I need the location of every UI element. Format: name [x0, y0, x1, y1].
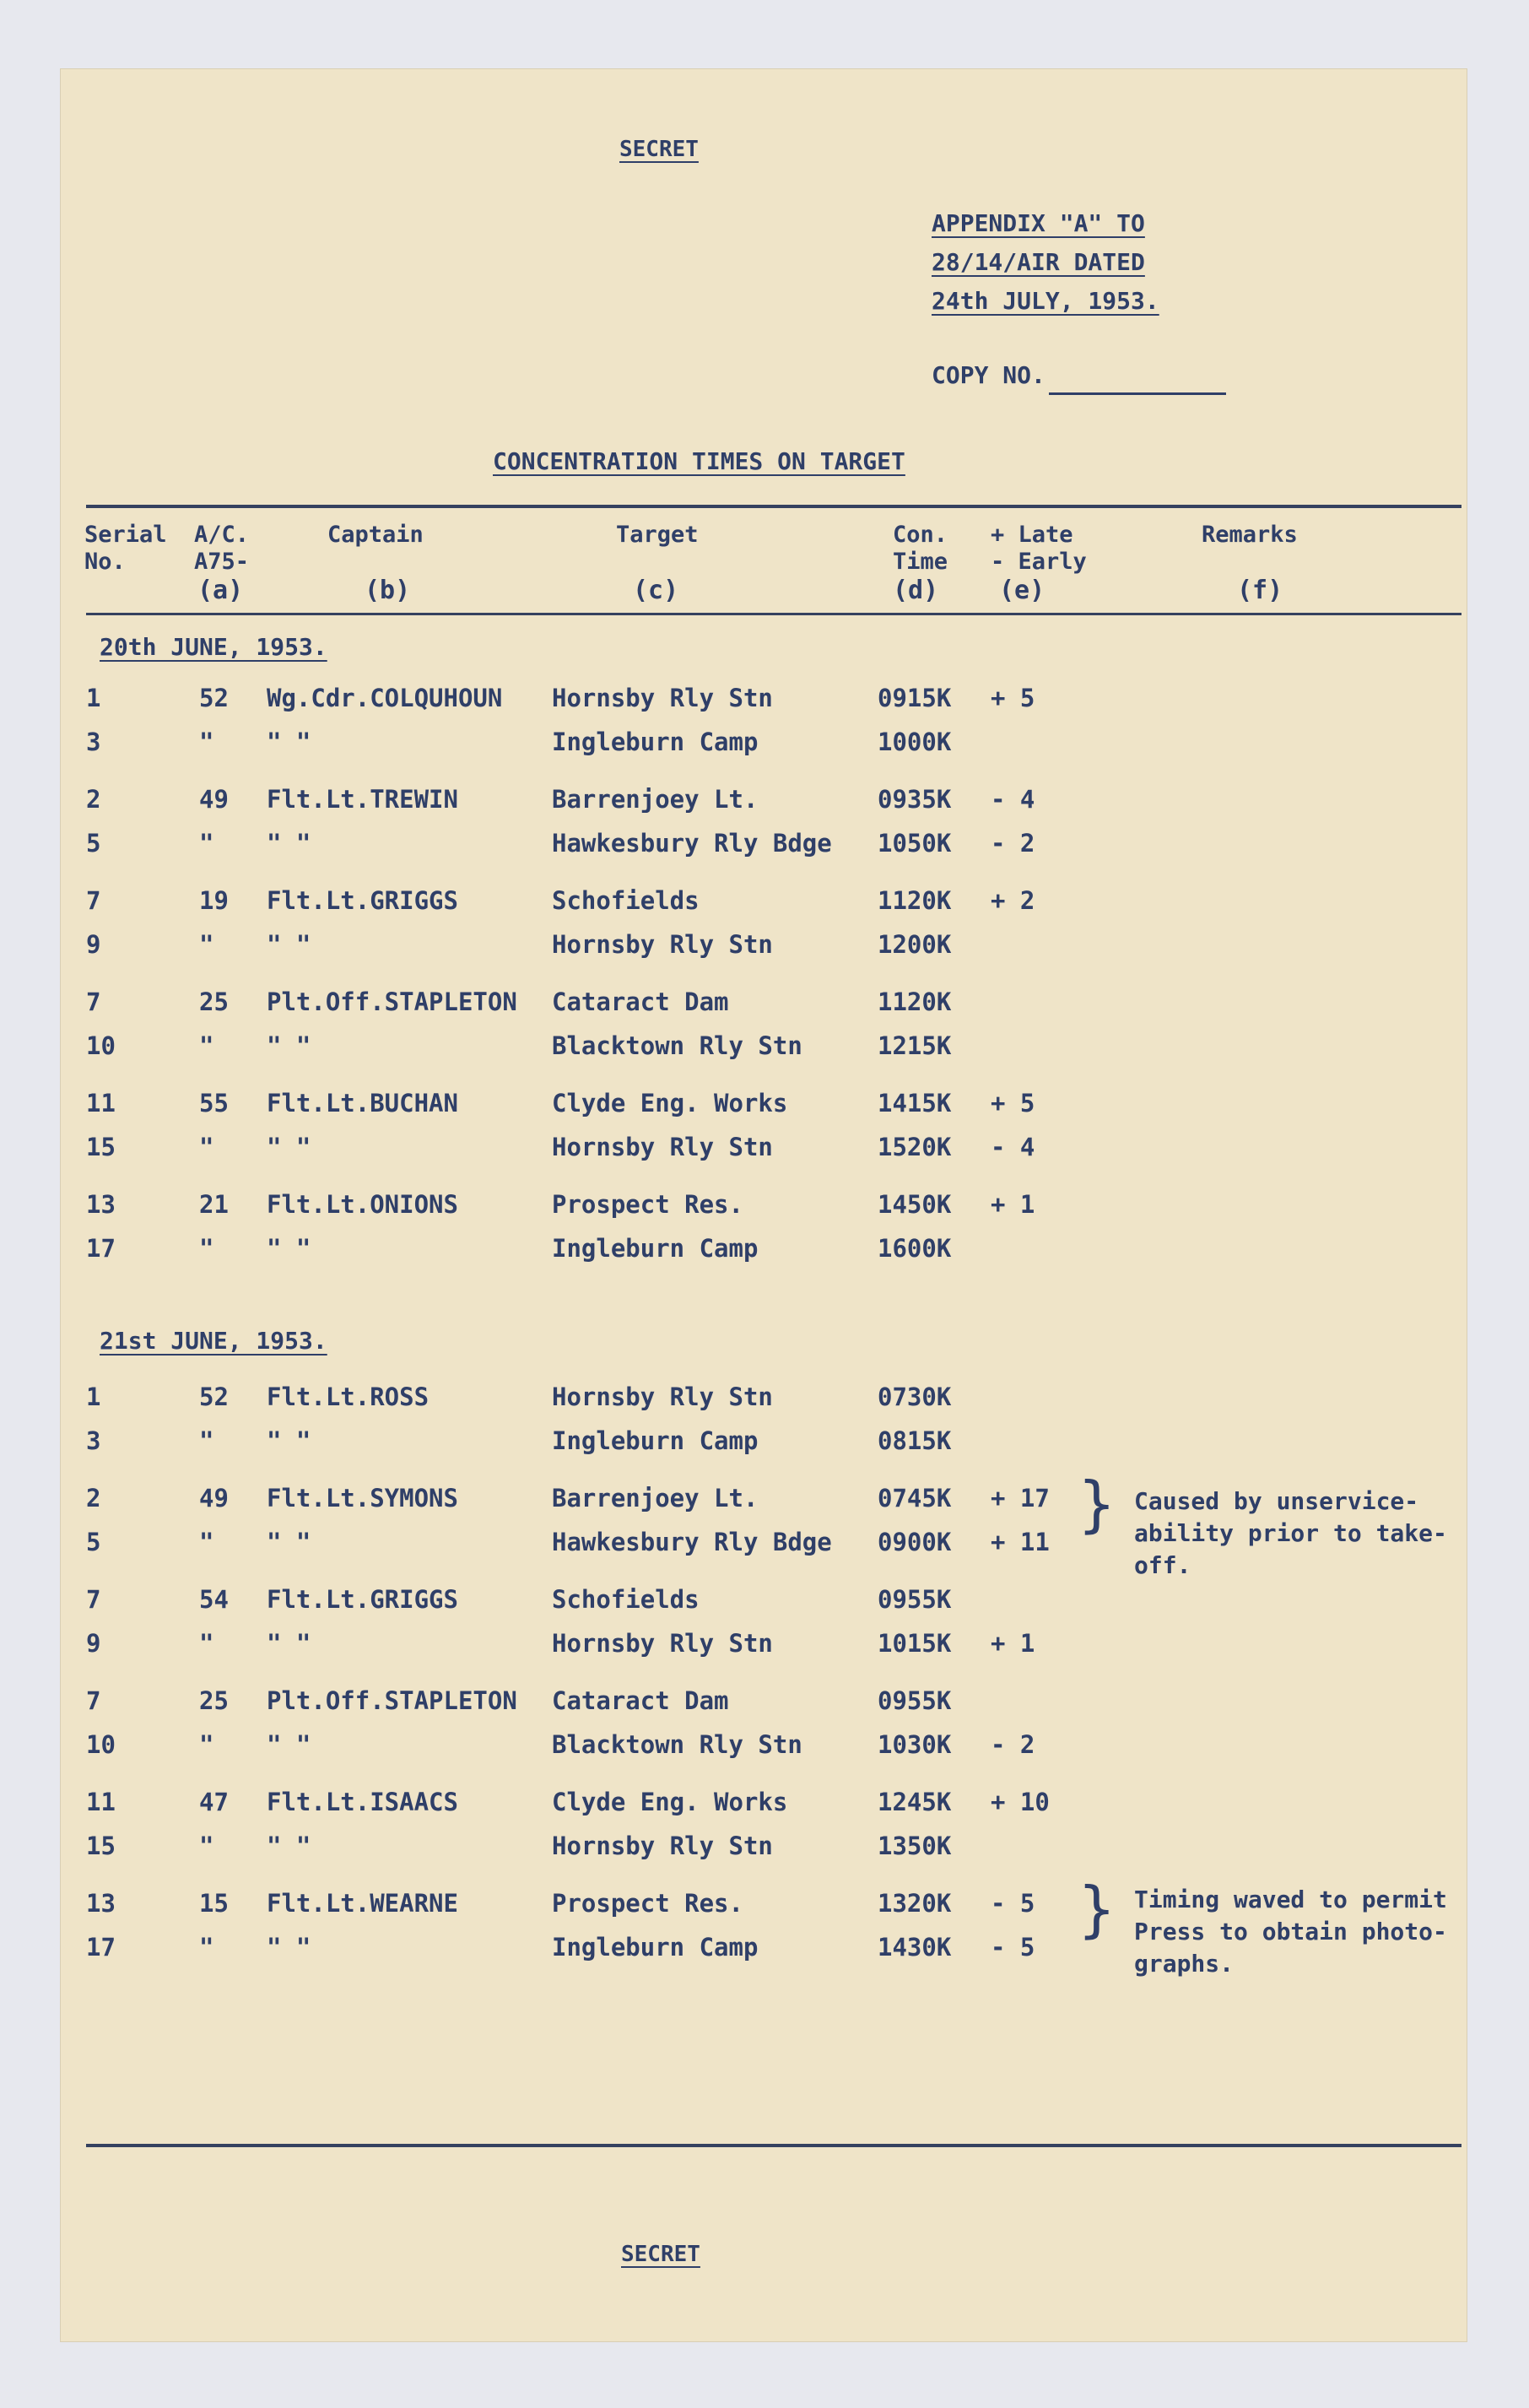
serial-cell: 5	[86, 1528, 101, 1556]
section-date-20-june: 20th JUNE, 1953.	[100, 633, 327, 661]
target-cell: Clyde Eng. Works	[552, 1788, 788, 1816]
late-early-cell: - 2	[991, 1730, 1035, 1759]
aircraft-cell: "	[199, 1426, 214, 1455]
aircraft-cell: "	[199, 728, 214, 756]
con-time-cell: 1015K	[878, 1629, 952, 1658]
con-time-cell: 1350K	[878, 1832, 952, 1860]
brace-mark: }	[1078, 1874, 1116, 1945]
con-time-cell: 1600K	[878, 1234, 952, 1263]
aircraft-cell: 25	[199, 1686, 229, 1715]
column-header-captain: Captain	[327, 522, 424, 548]
con-time-cell: 1450K	[878, 1190, 952, 1219]
serial-cell: 15	[86, 1133, 116, 1161]
con-time-cell: 0900K	[878, 1528, 952, 1556]
aircraft-cell: "	[199, 1133, 214, 1161]
aircraft-cell: "	[199, 1629, 214, 1658]
con-time-cell: 0815K	[878, 1426, 952, 1455]
target-cell: Hornsby Rly Stn	[552, 684, 773, 712]
aircraft-cell: 19	[199, 886, 229, 915]
late-early-cell: + 2	[991, 886, 1035, 915]
aircraft-cell: "	[199, 1832, 214, 1860]
serial-cell: 7	[86, 886, 101, 915]
remark-timing-waved: Timing waved to permit Press to obtain photo-graphs.	[1134, 1886, 1447, 1978]
copy-blank-line	[1049, 392, 1226, 395]
con-time-cell: 1520K	[878, 1133, 952, 1161]
captain-cell: Flt.Lt.GRIGGS	[267, 1585, 458, 1614]
aircraft-cell: "	[199, 930, 214, 959]
con-time-cell: 0955K	[878, 1686, 952, 1715]
captain-cell: Flt.Lt.GRIGGS	[267, 886, 458, 915]
con-time-cell: 1200K	[878, 930, 952, 959]
con-time-cell: 0730K	[878, 1383, 952, 1411]
target-cell: Hornsby Rly Stn	[552, 1832, 773, 1860]
serial-cell: 15	[86, 1832, 116, 1860]
remark-unserviceability: Caused by unservice-ability prior to take-off.	[1134, 1487, 1447, 1579]
aircraft-cell: 52	[199, 684, 229, 712]
captain-cell: Flt.Lt.BUCHAN	[267, 1089, 458, 1117]
captain-cell: Plt.Off.STAPLETON	[267, 988, 517, 1016]
aircraft-cell: 54	[199, 1585, 229, 1614]
late-early-cell: + 5	[991, 684, 1035, 712]
con-time-cell: 1120K	[878, 886, 952, 915]
serial-cell: 13	[86, 1190, 116, 1219]
aircraft-cell: 49	[199, 1484, 229, 1512]
target-cell: Blacktown Rly Stn	[552, 1730, 802, 1759]
serial-cell: 3	[86, 1426, 101, 1455]
target-cell: Hawkesbury Rly Bdge	[552, 1528, 832, 1556]
column-header-target: Target	[616, 522, 699, 548]
con-time-cell: 1245K	[878, 1788, 952, 1816]
target-cell: Clyde Eng. Works	[552, 1089, 788, 1117]
target-cell: Prospect Res.	[552, 1889, 743, 1918]
serial-cell: 2	[86, 1484, 101, 1512]
column-header-remarks: Remarks	[1202, 522, 1298, 548]
aircraft-cell: 47	[199, 1788, 229, 1816]
security-marking-bottom: SECRET	[621, 2242, 700, 2267]
con-time-cell: 1030K	[878, 1730, 952, 1759]
captain-cell: Flt.Lt.SYMONS	[267, 1484, 458, 1512]
con-time-cell: 1050K	[878, 829, 952, 858]
con-time-cell: 1120K	[878, 988, 952, 1016]
column-letter-d: (d)	[893, 576, 939, 605]
target-cell: Ingleburn Camp	[552, 728, 759, 756]
target-cell: Ingleburn Camp	[552, 1426, 759, 1455]
late-early-cell: - 4	[991, 785, 1035, 814]
serial-cell: 13	[86, 1889, 116, 1918]
con-time-cell: 1320K	[878, 1889, 952, 1918]
captain-cell: Flt.Lt.TREWIN	[267, 785, 458, 814]
captain-cell: " "	[267, 728, 311, 756]
late-early-cell: + 17	[991, 1484, 1050, 1512]
appendix-line: 24th JULY, 1953.	[932, 287, 1159, 315]
section-date-21-june: 21st JUNE, 1953.	[100, 1327, 327, 1355]
con-time-cell: 0955K	[878, 1585, 952, 1614]
late-early-cell: - 5	[991, 1889, 1035, 1918]
captain-cell: " "	[267, 1031, 311, 1060]
serial-cell: 9	[86, 1629, 101, 1658]
captain-cell: Flt.Lt.ISAACS	[267, 1788, 458, 1816]
target-cell: Hornsby Rly Stn	[552, 1383, 773, 1411]
captain-cell: " "	[267, 1629, 311, 1658]
aircraft-cell: "	[199, 1730, 214, 1759]
column-header-con-time: Con. Time	[893, 522, 948, 575]
late-early-cell: + 10	[991, 1788, 1050, 1816]
serial-cell: 5	[86, 829, 101, 858]
captain-cell: " "	[267, 1426, 311, 1455]
aircraft-cell: "	[199, 1528, 214, 1556]
serial-cell: 2	[86, 785, 101, 814]
late-early-cell: + 1	[991, 1190, 1035, 1219]
aircraft-cell: 21	[199, 1190, 229, 1219]
aircraft-cell: "	[199, 1234, 214, 1263]
captain-cell: Wg.Cdr.COLQUHOUN	[267, 684, 503, 712]
brace-mark: }	[1078, 1469, 1116, 1539]
captain-cell: " "	[267, 1528, 311, 1556]
copy-number	[932, 356, 1226, 395]
target-cell: Prospect Res.	[552, 1190, 743, 1219]
con-time-cell: 0745K	[878, 1484, 952, 1512]
late-early-cell: + 1	[991, 1629, 1035, 1658]
document-page	[61, 69, 1467, 2341]
captain-cell: " "	[267, 1832, 311, 1860]
column-letter-b: (b)	[365, 576, 411, 605]
con-time-cell: 1215K	[878, 1031, 952, 1060]
column-header-serial: Serial No.	[84, 522, 167, 575]
serial-cell: 17	[86, 1933, 116, 1962]
appendix-reference	[932, 204, 1159, 321]
serial-cell: 11	[86, 1089, 116, 1117]
aircraft-cell: 55	[199, 1089, 229, 1117]
late-early-cell: - 2	[991, 829, 1035, 858]
captain-cell: Flt.Lt.ONIONS	[267, 1190, 458, 1219]
late-early-cell: - 5	[991, 1933, 1035, 1962]
late-early-cell: - 4	[991, 1133, 1035, 1161]
column-letter-c: (c)	[633, 576, 679, 605]
target-cell: Hornsby Rly Stn	[552, 930, 773, 959]
table-top-rule	[86, 505, 1461, 508]
column-letter-e: (e)	[999, 576, 1045, 605]
target-cell: Schofields	[552, 1585, 700, 1614]
captain-cell: " "	[267, 1133, 311, 1161]
captain-cell: " "	[267, 829, 311, 858]
column-letter-f: (f)	[1237, 576, 1283, 605]
target-cell: Hornsby Rly Stn	[552, 1629, 773, 1658]
captain-cell: " "	[267, 930, 311, 959]
target-cell: Barrenjoey Lt.	[552, 785, 759, 814]
serial-cell: 17	[86, 1234, 116, 1263]
captain-cell: " "	[267, 1933, 311, 1962]
con-time-cell: 0935K	[878, 785, 952, 814]
captain-cell: Flt.Lt.ROSS	[267, 1383, 430, 1411]
target-cell: Schofields	[552, 886, 700, 915]
con-time-cell: 1415K	[878, 1089, 952, 1117]
serial-cell: 10	[86, 1730, 116, 1759]
target-cell: Blacktown Rly Stn	[552, 1031, 802, 1060]
serial-cell: 7	[86, 988, 101, 1016]
serial-cell: 3	[86, 728, 101, 756]
serial-cell: 1	[86, 684, 101, 712]
late-early-cell: + 5	[991, 1089, 1035, 1117]
target-cell: Ingleburn Camp	[552, 1933, 759, 1962]
column-letter-a: (a)	[197, 576, 244, 605]
security-marking-top: SECRET	[619, 137, 699, 162]
con-time-cell: 1430K	[878, 1933, 952, 1962]
aircraft-cell: 25	[199, 988, 229, 1016]
target-cell: Ingleburn Camp	[552, 1234, 759, 1263]
con-time-cell: 0915K	[878, 684, 952, 712]
target-cell: Cataract Dam	[552, 988, 729, 1016]
table-bottom-rule	[86, 2144, 1461, 2147]
serial-cell: 7	[86, 1585, 101, 1614]
captain-cell: Plt.Off.STAPLETON	[267, 1686, 517, 1715]
target-cell: Barrenjoey Lt.	[552, 1484, 759, 1512]
aircraft-cell: "	[199, 829, 214, 858]
serial-cell: 1	[86, 1383, 101, 1411]
captain-cell: Flt.Lt.WEARNE	[267, 1889, 458, 1918]
target-cell: Hornsby Rly Stn	[552, 1133, 773, 1161]
con-time-cell: 1000K	[878, 728, 952, 756]
column-header-aircraft: A/C. A75-	[194, 522, 250, 575]
serial-cell: 9	[86, 930, 101, 959]
captain-cell: " "	[267, 1730, 311, 1759]
target-cell: Hawkesbury Rly Bdge	[552, 829, 832, 858]
aircraft-cell: "	[199, 1933, 214, 1962]
aircraft-cell: 52	[199, 1383, 229, 1411]
target-cell: Cataract Dam	[552, 1686, 729, 1715]
aircraft-cell: 15	[199, 1889, 229, 1918]
serial-cell: 10	[86, 1031, 116, 1060]
aircraft-cell: "	[199, 1031, 214, 1060]
serial-cell: 11	[86, 1788, 116, 1816]
appendix-line: APPENDIX "A" TO	[932, 209, 1145, 237]
serial-cell: 7	[86, 1686, 101, 1715]
captain-cell: " "	[267, 1234, 311, 1263]
copy-label: COPY NO.	[932, 361, 1045, 389]
appendix-line: 28/14/AIR DATED	[932, 248, 1145, 276]
late-early-cell: + 11	[991, 1528, 1050, 1556]
document-title: CONCENTRATION TIMES ON TARGET	[493, 447, 905, 475]
header-bottom-rule	[86, 613, 1461, 615]
column-header-late-early: + Late - Early	[991, 522, 1087, 575]
aircraft-cell: 49	[199, 785, 229, 814]
